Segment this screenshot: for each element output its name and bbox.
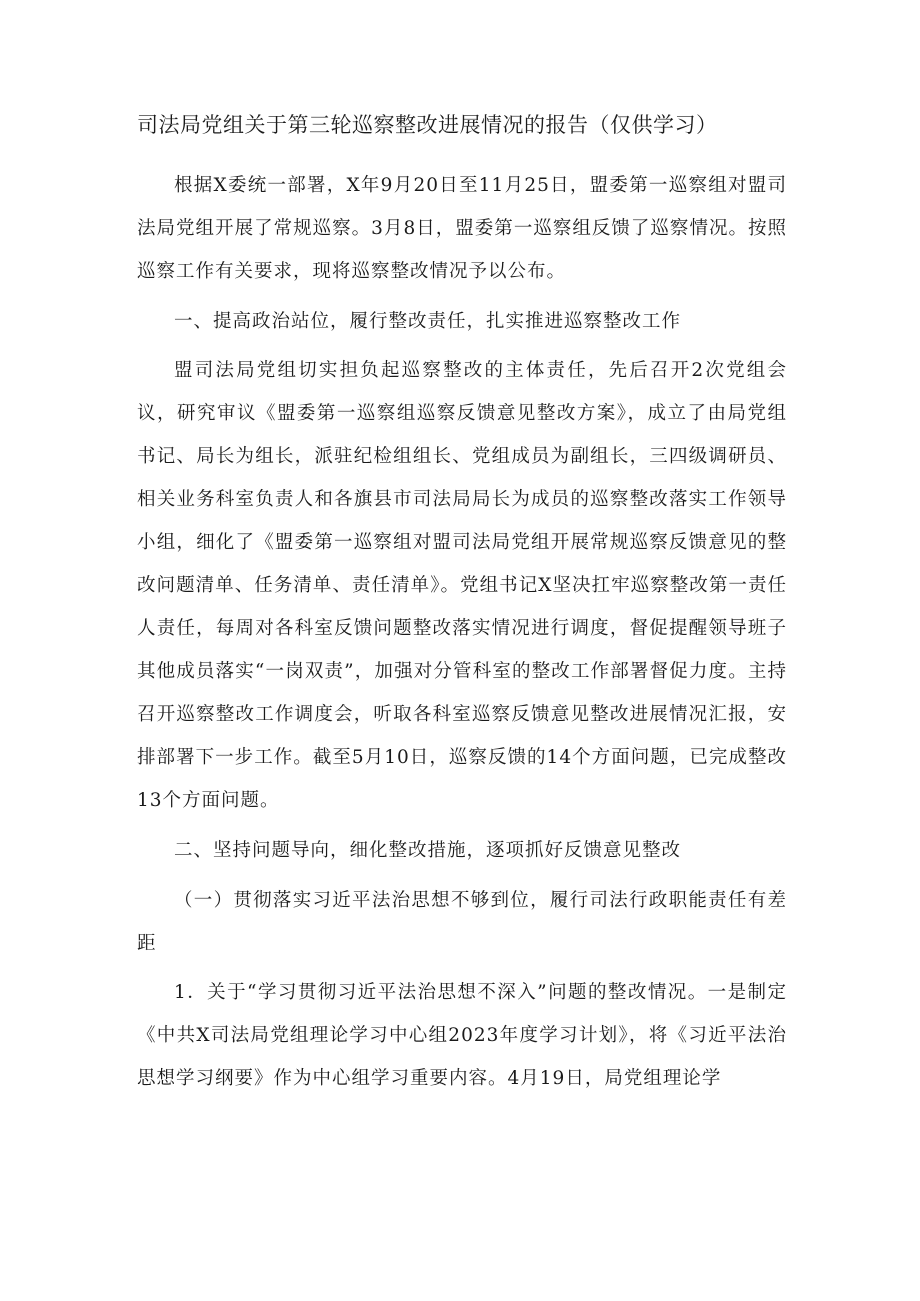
paragraph-item-1: 1．关于“学习贯彻习近平法治思想不深入”问题的整改情况。一是制定《中共X司法局党组理论学习中心组2023年度学习计划》，将《习近平法治思想学习纲要》作为中心组学习重要内容。4月19日，局党组理论学: [137, 982, 787, 1089]
document-page: [137, 110, 787, 1100]
document-title: 司法局党组关于第三轮巡察整改进展情况的报告（仅供学习）: [137, 113, 718, 137]
subsection-heading-2-1: （一）贯彻落实习近平法治思想不够到位，履行司法行政职能责任有差距: [137, 890, 787, 954]
section-heading-2: 二、坚持问题导向，细化整改措施，逐项抓好反馈意见整改: [174, 840, 682, 861]
paragraph-intro: 根据X委统一部署，X年9月20日至11月25日，盟委第一巡察组对盟司法局党组开展了常规巡察。3月8日，盟委第一巡察组反馈了巡察情况。按照巡察工作有关要求，现将巡察整改情况予以公布。: [137, 175, 787, 282]
section-heading-1: 一、提高政治站位，履行整改责任，扎实推进巡察整改工作: [174, 311, 682, 332]
paragraph-section-1: 盟司法局党组切实担负起巡察整改的主体责任，先后召开2次党组会议，研究审议《盟委第一巡察组巡察反馈意见整改方案》，成立了由局党组书记、局长为组长，派驻纪检组组长、党组成员为副组长，三四级调研员、相关业务科室负责人和各旗县市司法局局长为成员的巡察整改落实工作领导小组，细化了《盟委第一巡察组对盟司法局党组开展常规巡察反馈意见的整改问题清单、任务清单、责任清单》。党组书记X坚决扛牢巡察整改第一责任人责任，每周对各科室反馈问题整改落实情况进行调度，督促提醒领导班子其他成员落实“一岗双责”，加强对分管科室的整改工作部署督促力度。主持召开巡察整改工作调度会，听取各科室巡察反馈意见整改进展情况汇报，安排部署下一步工作。截至5月10日，巡察反馈的14个方面问题，已完成整改13个方面问题。: [137, 360, 787, 811]
